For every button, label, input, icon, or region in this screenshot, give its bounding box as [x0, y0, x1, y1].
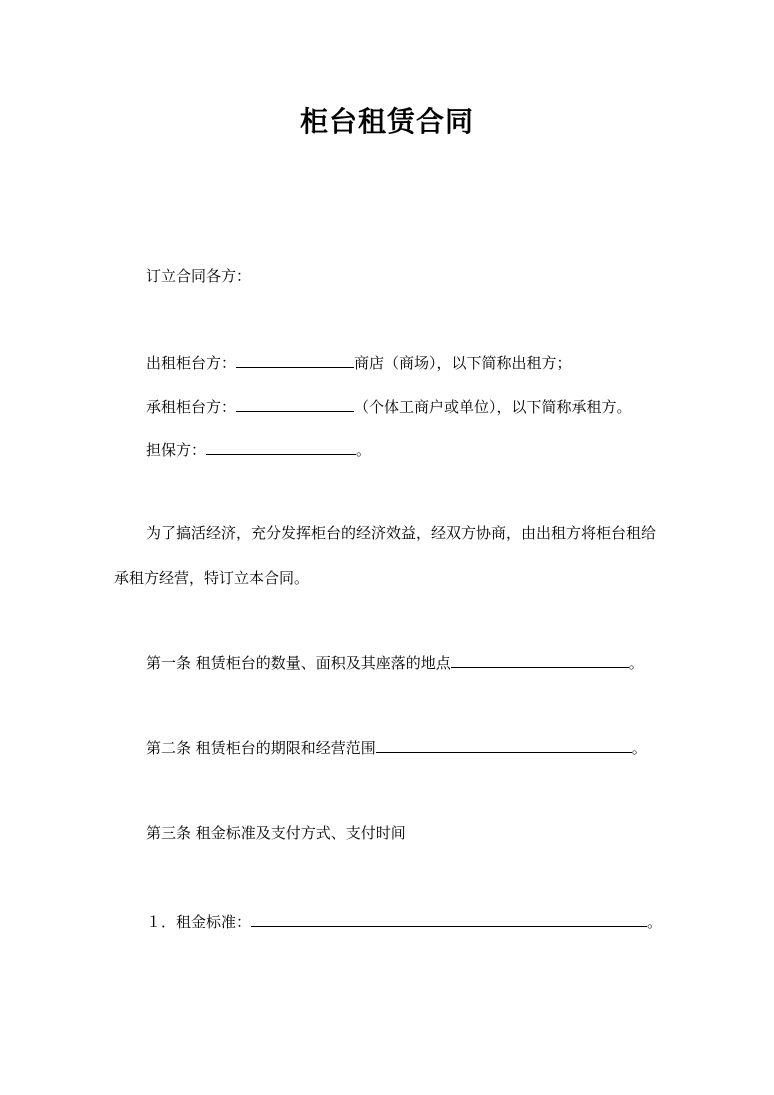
- lessor-suffix: 商店（商场），以下简称出租方；: [354, 354, 572, 372]
- lessor-blank: [236, 352, 354, 368]
- lessee-suffix: （个体工商户或单位），以下简称承租方。: [354, 398, 632, 416]
- document-title: 柜台租赁合同: [299, 105, 474, 138]
- lessee-blank: [236, 396, 354, 412]
- lessee-line: [146, 396, 632, 417]
- preamble-line-1: 为了搞活经济，充分发挥柜台的经济效益，经双方协商，由出租方将柜台租给: [146, 524, 657, 542]
- guarantor-blank: [206, 439, 356, 455]
- lessee-label: 承租柜台方：: [146, 398, 237, 416]
- item-1-blank: [251, 911, 647, 927]
- item-1-suffix: 。: [647, 913, 663, 931]
- article-2-suffix: 。: [631, 739, 647, 757]
- article-2-text: 第二条 租赁柜台的期限和经营范围: [146, 739, 376, 757]
- parties-intro: 订立合同各方：: [146, 267, 252, 285]
- article-1-text: 第一条 租赁柜台的数量、面积及其座落的地点: [146, 654, 451, 672]
- preamble-line-2: 承租方经营，特订立本合同。: [114, 569, 310, 587]
- guarantor-line: [146, 439, 371, 460]
- guarantor-suffix: 。: [356, 441, 372, 459]
- lessor-label: 出租柜台方：: [146, 354, 237, 372]
- article-2-blank: [376, 737, 632, 753]
- article-1: [146, 652, 644, 673]
- lessor-line: [146, 352, 572, 373]
- article-2: [146, 737, 647, 758]
- article-3: 第三条 租金标准及支付方式、支付时间: [146, 824, 406, 842]
- article-1-blank: [451, 652, 629, 668]
- article-1-suffix: 。: [628, 654, 644, 672]
- guarantor-label: 担保方：: [146, 441, 207, 459]
- item-1-text: １．租金标准：: [146, 913, 252, 931]
- item-1: [146, 911, 662, 932]
